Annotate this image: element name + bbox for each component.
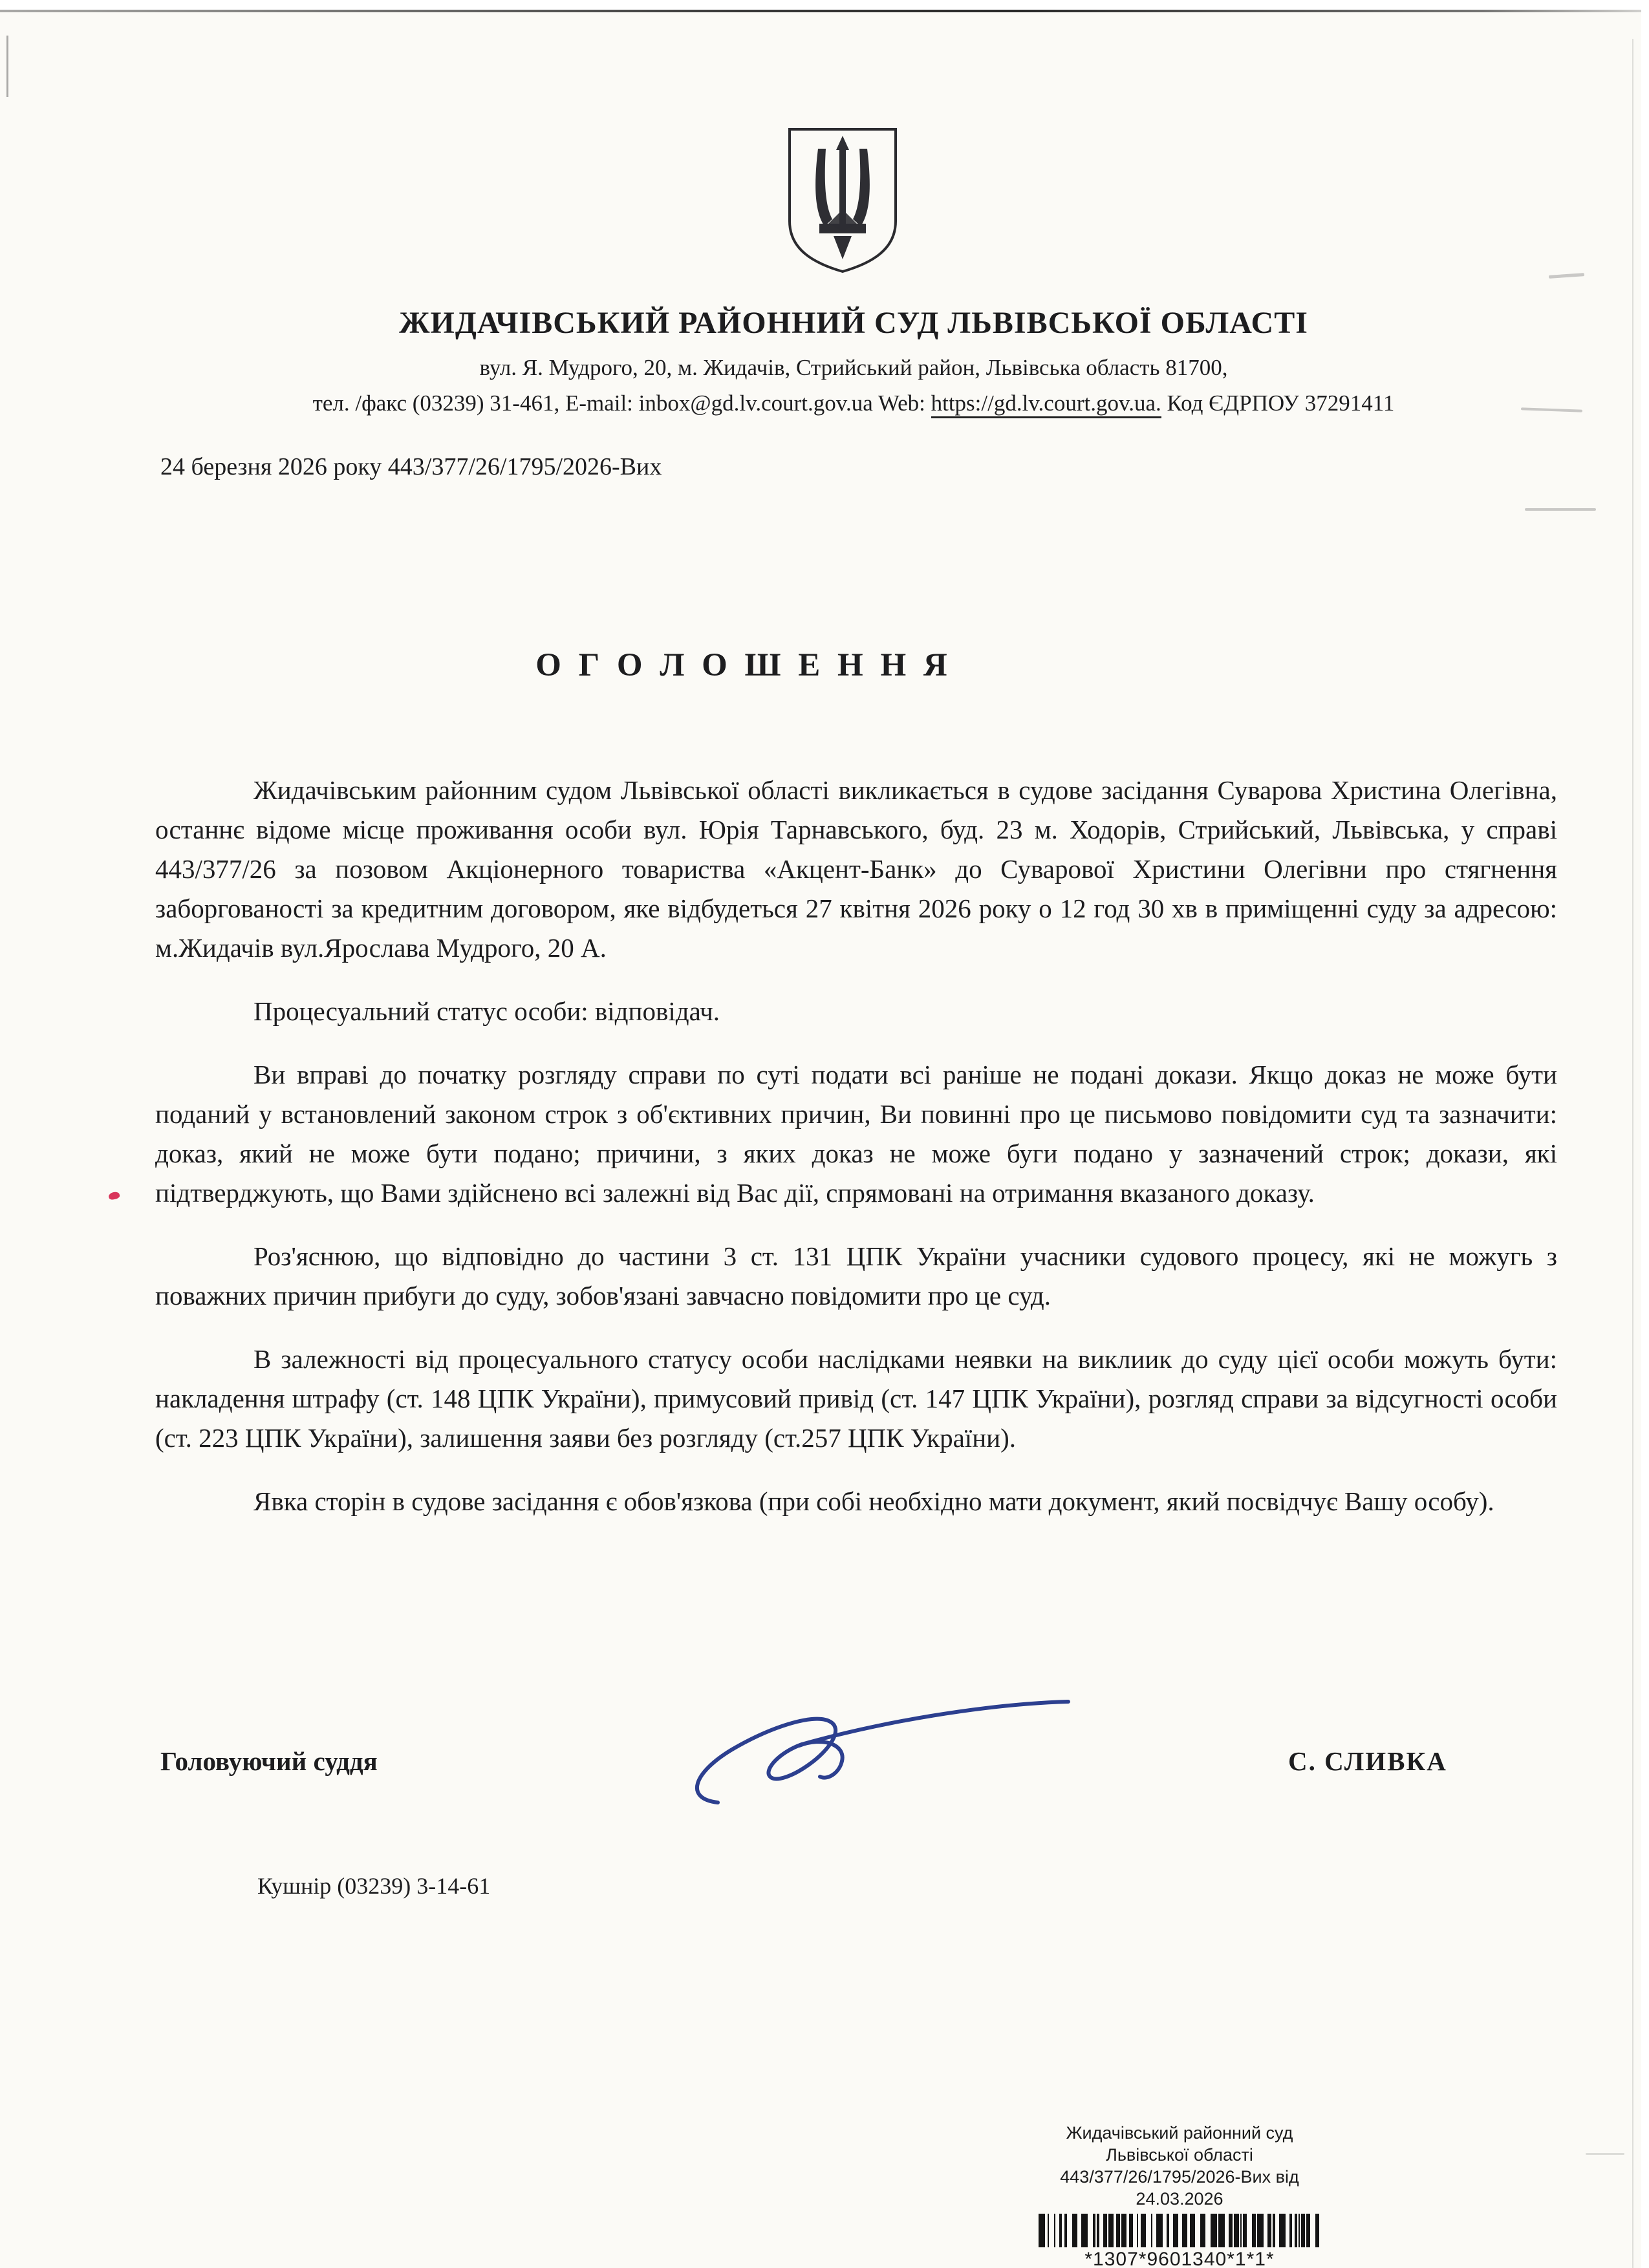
court-website-url: https://gd.lv.court.gov.ua. [931, 390, 1161, 418]
footer-court-name: Жидачівський районний суд [1066, 2123, 1293, 2143]
paragraph-consequences: В залежності від процесуального статусу особи наслідками неявки на виклиик до суду цієї особи можуть бути: накладення штрафу (ст. 148 ЦПК України), примусовий привід (ст. 147 ЦПК України), розгляд справи за відсугності особи (ст. 223 ЦПК України), залишення заяви без розгляду (ст.257 ЦПК України). [155, 1344, 1557, 1453]
scan-artifact [1549, 273, 1584, 279]
scan-edge-right [1641, 10, 1649, 2268]
paragraph-summons: Жидачівським районним судом Львівської області викликається в судове засідання Суварова Христина Олегівна, останнє відоме місце проживання особи вул. Юрія Тарнавського, буд. 23 м. Ходорів, Стрийський, Львівська, у справі 443/377/26 за позовом Акціонерного товариства «Акцент-Банк» до Суварової Христини Олегівни про стягнення заборгованості за кредитним договором, яке відбудеться 27 квітня 2026 року о 12 год 30 хв в приміщенні суду за адресою: м.Жидачів вул.Ярослава Мудрого, 20 А. [155, 775, 1557, 963]
barcode [1039, 2214, 1320, 2247]
judge-name: С. СЛИВКА [1288, 1746, 1447, 1776]
barcode-text: *1307*9601340*1*1* [1084, 2249, 1275, 2268]
judge-signature [673, 1685, 1086, 1821]
red-ink-mark [108, 1191, 120, 1201]
registration-stamp-block [1039, 2122, 1320, 2268]
scan-artifact [1632, 39, 1633, 2268]
edrpou-code-text: Код ЄДРПОУ 37291411 [1161, 390, 1395, 416]
date-and-reference-number: 24 березня 2026 року 443/377/26/1795/2026-Вих [160, 453, 662, 480]
paragraph-evidence-rights: Ви вправі до початку розгляду справи по суті подати всі раніше не подані докази. Якщо доказ не може бути поданий у встановлений законом строк з об'єктивних причин, Ви повинні про це письмово повідомити суд та зазначити: доказ, який не може бути подано; причини, з яких доказ не може буги подано у зазначений строк; докази, які підтверджують, що Вами здійснено всі залежні від Вас дії, спрямовані на отримання вказаного доказу. [155, 1060, 1557, 1208]
judge-role-label: Головуючий суддя [160, 1746, 378, 1776]
footer-reference-number: 443/377/26/1795/2026-Вих від 24.03.2026 [1060, 2167, 1299, 2209]
scan-artifact [6, 36, 8, 97]
contact-text: тел. /факс (03239) 31-461, E-mail: inbox@gd.lv.court.gov.ua Web: [312, 390, 931, 416]
scan-artifact [1525, 508, 1596, 511]
footer-court-region: Львівської області [1106, 2145, 1253, 2165]
announcement-title: О Г О Л О Ш Е Н Н Я [535, 647, 952, 683]
paragraph-article-131: Роз'яснюю, що відповідно до частини 3 ст. 131 ЦПК України учасники судового процесу, які не можугь з поважних причин прибуги до суду, зобов'язані завчасно повідомити про це суд. [155, 1241, 1557, 1311]
scan-edge-top [0, 0, 1649, 10]
court-name-heading: ЖИДАЧІВСЬКИЙ РАЙОННИЙ СУД ЛЬВІВСЬКОЇ ОБЛАСТІ [399, 306, 1308, 340]
court-address-line: вул. Я. Мудрого, 20, м. Жидачів, Стрийський район, Львівська область 81700, [479, 355, 1228, 380]
scan-border-line [0, 10, 1649, 12]
paragraph-procedural-status: Процесуальний статус особи: відповідач. [253, 996, 720, 1026]
court-contact-line [84, 390, 1623, 416]
paragraph-mandatory-appearance: Явка сторін в судове засідання є обов'язкова (при собі необхідно мати документ, який посвідчує Вашу особу). [253, 1486, 1494, 1516]
clerk-contact-line: Кушнір (03239) 3-14-61 [257, 1873, 491, 1899]
scan-artifact [1586, 2153, 1624, 2155]
ukraine-trident-emblem-icon [784, 127, 901, 274]
announcement-body [155, 771, 1557, 1545]
